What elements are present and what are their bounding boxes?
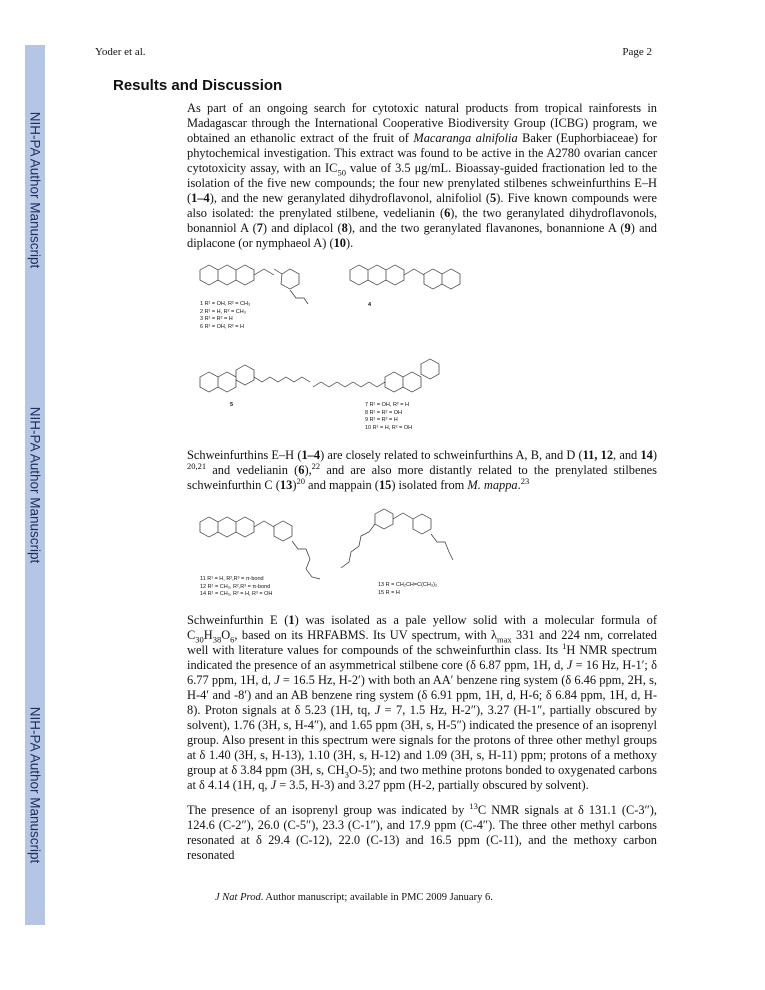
text-run: ) [652, 448, 657, 462]
text-run: O-5); and two methine protons bonded to oxygenated carbons at δ 4.14 (1H, q, [187, 763, 657, 792]
text-run: H NMR spectrum indicated the presence of an asymmetrical stilbene core (δ 6.87 ppm, 1H, d, [187, 643, 657, 672]
text-run: 20,21 [187, 460, 207, 471]
text-run: 1–4 [301, 448, 321, 462]
text-run: 15 [378, 478, 392, 492]
text-run: ) are closely related to schweinfurthins A, B, and D ( [320, 448, 583, 462]
text-run: , and [613, 448, 641, 462]
text-run: and mappain ( [304, 478, 379, 492]
text-run: ) [292, 478, 297, 492]
compound-label: 14 R¹ = CH₃, R² = H, R³ = OH [200, 591, 273, 597]
text-run: 1 [288, 613, 295, 627]
compound-label: 4 [368, 302, 372, 308]
compound-label: 2 R¹ = H, R² = CH₃ [200, 308, 246, 315]
text-run: 1 [562, 640, 567, 651]
compound-label: 1 R¹ = OH, R² = CH₃ [200, 301, 251, 307]
compound-label: 7 R¹ = OH, R² = H [365, 402, 410, 408]
text-run: 38 [212, 634, 222, 645]
text-run: 6 [298, 463, 305, 477]
text-run: J [374, 703, 381, 717]
page-footer [215, 892, 493, 903]
text-run: 30 [195, 634, 204, 645]
text-run: 9 [624, 221, 631, 235]
journal-name: J Nat Prod [215, 892, 261, 903]
compound-label: 13 R = CH₂CH=C(CH₃)₂ [378, 582, 438, 588]
text-run: C NMR signals at δ 131.1 (C-3″), 124.6 (C-2″), 26.0 (C-5″), 23.3 (C-1″), and 17.9 ppm (C-4″). The three other methyl carbons resonated at δ 29.4 (C-12), 22.0 (C-13) and 16.5 ppm (C-11), and the methoxy carbon resonated [187, 803, 657, 862]
text-run: = 16 Hz, H-1′; δ 6.77 ppm, 1H, d, [187, 658, 657, 687]
text-run: = 3.5, H-3) and 3.27 ppm (H-2, partially obscured by solvent). [276, 778, 589, 792]
compound-label: 15 R = H [378, 589, 400, 596]
text-run: ), and the two geranylated flavanones, bonannione A ( [347, 221, 625, 235]
text-run: ) was isolated as a pale yellow solid with a molecular formula of C [187, 613, 657, 642]
paragraph-13c-nmr [187, 800, 657, 863]
text-run: 50 [337, 167, 346, 178]
text-run: 7 [256, 221, 263, 235]
text-run: 14 [640, 448, 653, 462]
text-run: As part of an ongoing search for cytotoxic natural products from tropical rainforests in Madagascar through the International Cooperative Biodiversity Group (ICBG) program, we obtained an ethanolic extract of the fruit of [187, 101, 657, 145]
text-run: 13 [469, 800, 478, 811]
text-run: O [221, 628, 231, 642]
text-run: value of 3.5 μg/mL. Bioassay-guided fractionation led to the isolation of the five new compounds; the four new prenylated stilbenes schweinfurthins E–H ( [187, 161, 657, 205]
page-number: Page 2 [622, 46, 652, 58]
compound-label: 11 R¹ = H, R²,R³ = π-bond [200, 576, 264, 582]
text-run: 11, 12 [582, 448, 614, 462]
text-run: 1–4 [191, 191, 210, 205]
text-run: J [274, 673, 280, 687]
running-header-author: Yoder et al. [95, 46, 146, 58]
sidebar-label-text: NIH-PA Author Manuscript [27, 111, 43, 269]
text-run: H [203, 628, 213, 642]
text-run: Schweinfurthins E–H ( [187, 448, 302, 462]
text-run: M. mappa [467, 478, 518, 492]
text-run: 6 [230, 634, 235, 645]
compound-label: 6 R¹ = OH, R² = H [200, 323, 245, 330]
text-run: Macaranga alnifolia [413, 131, 518, 145]
text-run: 10 [333, 236, 346, 250]
text-run: Baker (Euphorbiaceae) for phytochemical investigation. This extract was found to be active in the A2780 ovarian cancer cytotoxicity assay, with an IC [187, 131, 657, 175]
compound-labels-1-4 [200, 301, 250, 331]
paragraph-related-compounds [187, 448, 657, 493]
text-run: . [517, 478, 521, 492]
text-run: ), the two geranylated dihydroflavonols, bonanniol A ( [187, 206, 657, 235]
text-run: 22 [311, 460, 321, 471]
text-run: ) and diplacol ( [262, 221, 342, 235]
text-run: = 7, 1.5 Hz, H-2″), 3.27 (H-1″, partially obscured by solvent), 1.76 (3H, s, H-4″), and 1.65 ppm (3H, s, H-5″) indicated the presence of an isoprenyl group. Also present in this spectrum were signals for the protons of three other methyl groups at δ 1.40 (3H, s, H-13), 1.10 (3H, s, H-12) and 1.09 (3H, s, H-11) ppm; protons of a methoxy group at δ 3.84 ppm (3H, s, CH [187, 703, 657, 777]
text-run: J [270, 778, 277, 792]
text-run: , based on its HRFABMS. Its UV spectrum, with λ [234, 628, 498, 642]
paragraph-schweinfurthin-e [187, 613, 657, 793]
compound-label: 9 R¹ = R² = H [365, 417, 398, 423]
compound-label: 8 R¹ = R² = OH [365, 409, 402, 416]
text-run: = 16.5 Hz, H-2′) with both an AA′ benzene ring system (δ 6.46 ppm, 2H, s, H-4′ and -8′) and an AB benzene ring system (δ 6.91 ppm, 1H, d, H-6; δ 6.84 ppm, 1H, d, H-8). Proton signals at δ 5.23 (1H, tq, [187, 673, 657, 717]
compound-label: 3 R¹ = R² = H [200, 316, 233, 322]
text-run: 6 [444, 206, 451, 220]
text-run: 3 [344, 769, 349, 780]
text-run: ). [345, 236, 354, 250]
structure-1-4 [200, 265, 308, 304]
compound-labels-7-10 [365, 402, 412, 432]
sidebar-label-text: NIH-PA Author Manuscript [27, 706, 43, 864]
structure-6 [350, 265, 460, 289]
structure-13-15 [341, 509, 453, 568]
text-run: 5 [490, 191, 497, 205]
compound-labels-11-14 [200, 576, 272, 599]
text-run: 8 [341, 221, 348, 235]
structure-5 [200, 365, 310, 392]
text-run: and are also more distantly related to the prenylated stilbenes schweinfurthin C ( [187, 463, 657, 492]
paragraph-intro [187, 101, 657, 251]
compound-label: 10 R¹ = H, R² = OH [365, 424, 413, 431]
structure-7-10 [313, 359, 439, 392]
text-run: J [566, 658, 573, 672]
compound-label: 12 R¹ = CH₃, R²,R³ = π-bond [200, 583, 271, 590]
figure-structures-11-15 [190, 504, 660, 604]
text-run: and vedelianin ( [206, 463, 299, 477]
footer-text: . Author manuscript; available in PMC 2009 January 6. [260, 892, 493, 903]
compound-label: 5 [230, 402, 234, 408]
text-run: The presence of an isoprenyl group was indicated by [187, 803, 470, 817]
text-run: Schweinfurthin E ( [187, 613, 289, 627]
text-run: 331 and 224 nm, correlated well with literature values for compounds of the schweinfurthin class. Its [187, 628, 657, 657]
figure-structures-1-10 [190, 252, 660, 442]
sidebar-label-text: NIH-PA Author Manuscript [27, 406, 43, 564]
section-heading: Results and Discussion [113, 77, 283, 94]
main-column [187, 101, 657, 863]
text-run: max [497, 634, 512, 645]
text-run: 23 [520, 475, 530, 486]
text-run: ). Five known compounds were also isolated: the prenylated stilbene, vedelianin ( [187, 191, 658, 220]
text-run: ), [304, 463, 312, 477]
text-run: ) isolated from [391, 478, 468, 492]
text-run: ) and diplacone (or nymphaeol A) ( [187, 221, 657, 250]
text-run: 13 [279, 478, 293, 492]
compound-labels-13-15 [378, 582, 437, 597]
text-run: ), and the new geranylated dihydroflavonol, alnifoliol ( [209, 191, 490, 205]
text-run: 20 [296, 475, 305, 486]
structure-11-14 [200, 517, 320, 579]
